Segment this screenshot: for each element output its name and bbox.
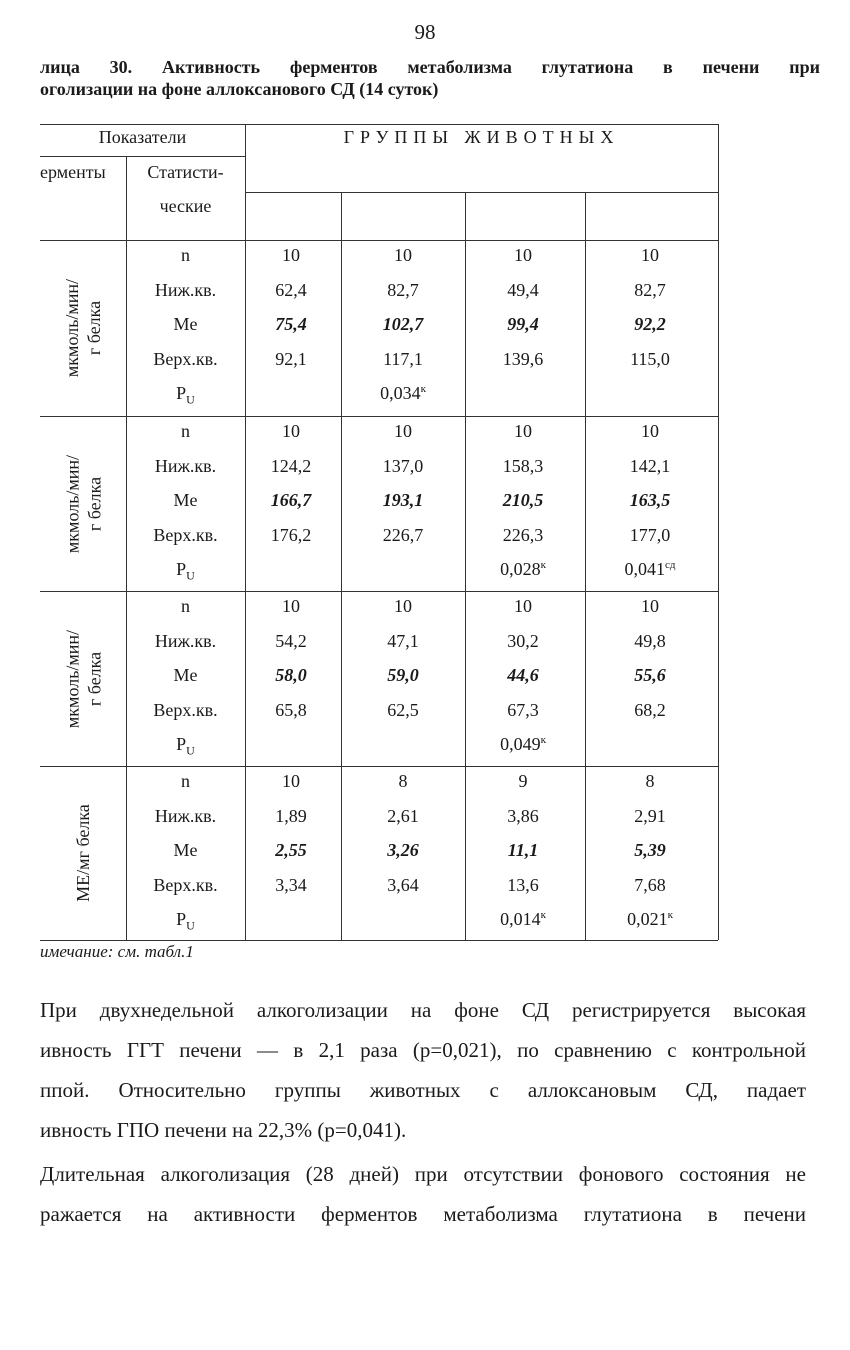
pu-label xyxy=(126,558,245,583)
table-cell: 177,0 xyxy=(629,524,671,545)
table-cell: 11,1 xyxy=(507,840,539,861)
pu-value-marker: к xyxy=(667,909,673,922)
stat-label: Верх.кв. xyxy=(153,699,218,720)
table-cell: 3,26 xyxy=(387,840,419,861)
pu-label-main: P xyxy=(176,909,187,930)
pu-label xyxy=(126,908,245,933)
caption-line-1: лица 30. Активность ферментов метаболизма глутатиона в печени при xyxy=(40,57,820,77)
table-cell: 49,4 xyxy=(507,279,539,300)
stat-label: Me xyxy=(173,490,198,511)
table-cell: 54,2 xyxy=(275,630,307,651)
table-cell: 10 xyxy=(394,596,412,616)
pu-value-marker: к xyxy=(420,383,426,396)
unit-label-line-2: г белка xyxy=(84,651,104,706)
table-cell: 115,0 xyxy=(630,348,670,369)
pu-label xyxy=(126,382,245,407)
pu-label xyxy=(126,733,245,758)
table-cell: 158,3 xyxy=(502,455,544,476)
pu-value-number: 0,021 xyxy=(627,909,668,930)
paragraph-1-line-3: ппой. Относительно группы животных с аллоксановым СД, падает xyxy=(40,1078,806,1102)
header-groups-divider xyxy=(245,192,718,193)
table-cell: 13,6 xyxy=(507,874,539,895)
table-cell: 176,2 xyxy=(270,524,312,545)
table-cell: 7,68 xyxy=(634,874,666,895)
pu-value-marker: к xyxy=(540,559,546,572)
table-cell: 10 xyxy=(282,245,300,265)
stat-label: Me xyxy=(173,840,198,861)
table-cell: 67,3 xyxy=(507,699,539,720)
pu-value-number: 0,028 xyxy=(500,559,541,580)
table-cell: 10 xyxy=(514,421,532,441)
pu-value-number: 0,034 xyxy=(380,383,421,404)
table-cell: 1,89 xyxy=(275,805,307,826)
pu-value-marker: к xyxy=(540,909,546,922)
paragraph-1 xyxy=(40,990,806,1150)
unit-label-line-2: г белка xyxy=(84,476,104,531)
table-cell: 193,1 xyxy=(382,490,424,511)
pu-value xyxy=(463,733,583,755)
table-cell: 10 xyxy=(641,596,659,616)
pu-value-marker: сд xyxy=(665,559,676,572)
table-cell: 59,0 xyxy=(387,665,419,686)
table-cell: 210,5 xyxy=(502,490,544,511)
header-bottom-border xyxy=(40,240,718,241)
stat-label: Верх.кв. xyxy=(153,874,218,895)
header-groups: ГРУППЫ ЖИВОТНЫХ xyxy=(343,127,620,147)
table-cell: 8 xyxy=(398,771,408,791)
pu-value xyxy=(463,908,583,930)
table-cell: 58,0 xyxy=(275,665,307,686)
table-cell: 2,61 xyxy=(387,805,419,826)
stat-label: n xyxy=(181,596,190,616)
pu-label-sub: U xyxy=(186,743,195,758)
table-cell: 163,5 xyxy=(629,490,671,511)
table-cell: 47,1 xyxy=(387,630,419,651)
table-cell: 68,2 xyxy=(634,699,666,720)
pu-value-marker: к xyxy=(540,734,546,747)
table-cell: 3,64 xyxy=(387,874,419,895)
table-cell: 124,2 xyxy=(270,455,312,476)
table-cell: 49,8 xyxy=(634,630,666,651)
pu-label-sub: U xyxy=(186,918,195,933)
table-cell: 137,0 xyxy=(382,455,424,476)
stat-label: n xyxy=(181,771,190,791)
table-cell: 3,34 xyxy=(275,874,307,895)
table-cell: 10 xyxy=(282,771,300,791)
pu-label-main: P xyxy=(176,383,187,404)
table-cell: 2,55 xyxy=(275,840,307,861)
header-enzymes: ерменты xyxy=(40,162,106,182)
table-note: имечание: см. табл.1 xyxy=(40,942,194,961)
table-cell: 10 xyxy=(394,245,412,265)
table-cell: 8 xyxy=(645,771,655,791)
table-cell: 10 xyxy=(514,245,532,265)
header-stat-line-1: Статисти- xyxy=(147,162,224,182)
pu-label-main: P xyxy=(176,734,187,755)
unit-label-line-1: МЕ/мг белка xyxy=(73,804,93,902)
block-2-bottom-border xyxy=(40,591,718,592)
unit-label-line-1: мкмоль/мин/ xyxy=(62,629,82,728)
paragraph-2-line-2: ражается на активности ферментов метаболизма глутатиона в печени xyxy=(40,1202,806,1226)
col-divider-3 xyxy=(585,192,586,940)
page-number: 98 xyxy=(414,20,436,44)
stat-label: Ниж.кв. xyxy=(154,455,217,476)
stat-label: Верх.кв. xyxy=(153,524,218,545)
stat-label: Ниж.кв. xyxy=(154,630,217,651)
header-indicators: Показатели xyxy=(98,127,187,147)
unit-label xyxy=(61,240,105,416)
stat-label: Me xyxy=(173,665,198,686)
pu-value xyxy=(343,382,463,404)
unit-label xyxy=(61,766,105,940)
block-3-bottom-border xyxy=(40,766,718,767)
unit-label-line-2: г белка xyxy=(84,300,104,356)
table-cell: 166,7 xyxy=(270,490,312,511)
table-cell: 30,2 xyxy=(507,630,539,651)
block-4-bottom-border xyxy=(40,940,718,941)
header-stat-line-2: ческие xyxy=(159,196,212,216)
paragraph-1-line-2: ивность ГГТ печени — в 2,1 раза (р=0,021), по сравнению с контрольной xyxy=(40,1038,806,1062)
table-cell: 10 xyxy=(641,421,659,441)
header-indicators-divider xyxy=(40,156,245,157)
table-cell: 62,5 xyxy=(387,699,419,720)
pu-value xyxy=(463,558,583,580)
pu-value-number: 0,049 xyxy=(500,734,541,755)
table-cell: 82,7 xyxy=(634,279,666,300)
paragraph-2 xyxy=(40,1154,806,1234)
table-cell: 92,1 xyxy=(275,348,307,369)
unit-label xyxy=(61,416,105,591)
table-cell: 10 xyxy=(394,421,412,441)
stat-label: Me xyxy=(173,314,198,335)
table-cell: 226,3 xyxy=(502,524,544,545)
table-cell: 3,86 xyxy=(507,805,539,826)
table-cell: 102,7 xyxy=(382,314,424,335)
pu-value xyxy=(590,908,710,930)
unit-label-line-1: мкмоль/мин/ xyxy=(62,454,82,553)
table-cell: 139,6 xyxy=(502,348,544,369)
stat-label: Ниж.кв. xyxy=(154,279,217,300)
table-cell: 75,4 xyxy=(275,314,307,335)
pu-value xyxy=(590,558,710,580)
table-caption xyxy=(40,56,820,100)
unit-label xyxy=(61,591,105,766)
table-cell: 142,1 xyxy=(629,455,671,476)
table-cell: 65,8 xyxy=(275,699,307,720)
table-cell: 62,4 xyxy=(275,279,307,300)
paragraph-1-line-1: При двухнедельной алкоголизации на фоне СД регистрируется высокая xyxy=(40,998,806,1022)
stat-label: Верх.кв. xyxy=(153,348,218,369)
paragraph-2-line-1: Длительная алкоголизация (28 дней) при отсутствии фонового состояния не xyxy=(40,1162,806,1186)
pu-label-main: P xyxy=(176,559,187,580)
table-cell: 5,39 xyxy=(634,840,666,861)
col-divider-1 xyxy=(341,192,342,940)
caption-line-2: оголизации на фоне аллоксанового СД (14 суток) xyxy=(40,79,439,99)
table-cell: 10 xyxy=(282,596,300,616)
block-1-bottom-border xyxy=(40,416,718,417)
table-cell: 82,7 xyxy=(387,279,419,300)
table-top-border xyxy=(40,124,718,125)
paragraph-1-line-4: ивность ГПО печени на 22,3% (р=0,041). xyxy=(40,1118,407,1142)
stat-label: Ниж.кв. xyxy=(154,805,217,826)
pu-value-number: 0,014 xyxy=(500,909,541,930)
table-cell: 117,1 xyxy=(383,348,423,369)
table-cell: 99,4 xyxy=(507,314,539,335)
table-cell: 44,6 xyxy=(507,665,539,686)
table-right-border xyxy=(718,124,719,940)
table-cell: 2,91 xyxy=(634,805,666,826)
table-left-border xyxy=(40,124,41,940)
table-cell: 9 xyxy=(518,771,528,791)
table-cell: 10 xyxy=(641,245,659,265)
stat-label: n xyxy=(181,421,190,441)
pu-label-sub: U xyxy=(186,568,195,583)
unit-label-line-1: мкмоль/мин/ xyxy=(62,278,82,378)
stat-label: n xyxy=(181,245,190,265)
table-cell: 10 xyxy=(514,596,532,616)
table-cell: 55,6 xyxy=(634,665,666,686)
pu-label-sub: U xyxy=(186,392,195,407)
pu-value-number: 0,041 xyxy=(624,559,665,580)
table-cell: 92,2 xyxy=(634,314,666,335)
table-cell: 10 xyxy=(282,421,300,441)
table-cell: 226,7 xyxy=(382,524,424,545)
